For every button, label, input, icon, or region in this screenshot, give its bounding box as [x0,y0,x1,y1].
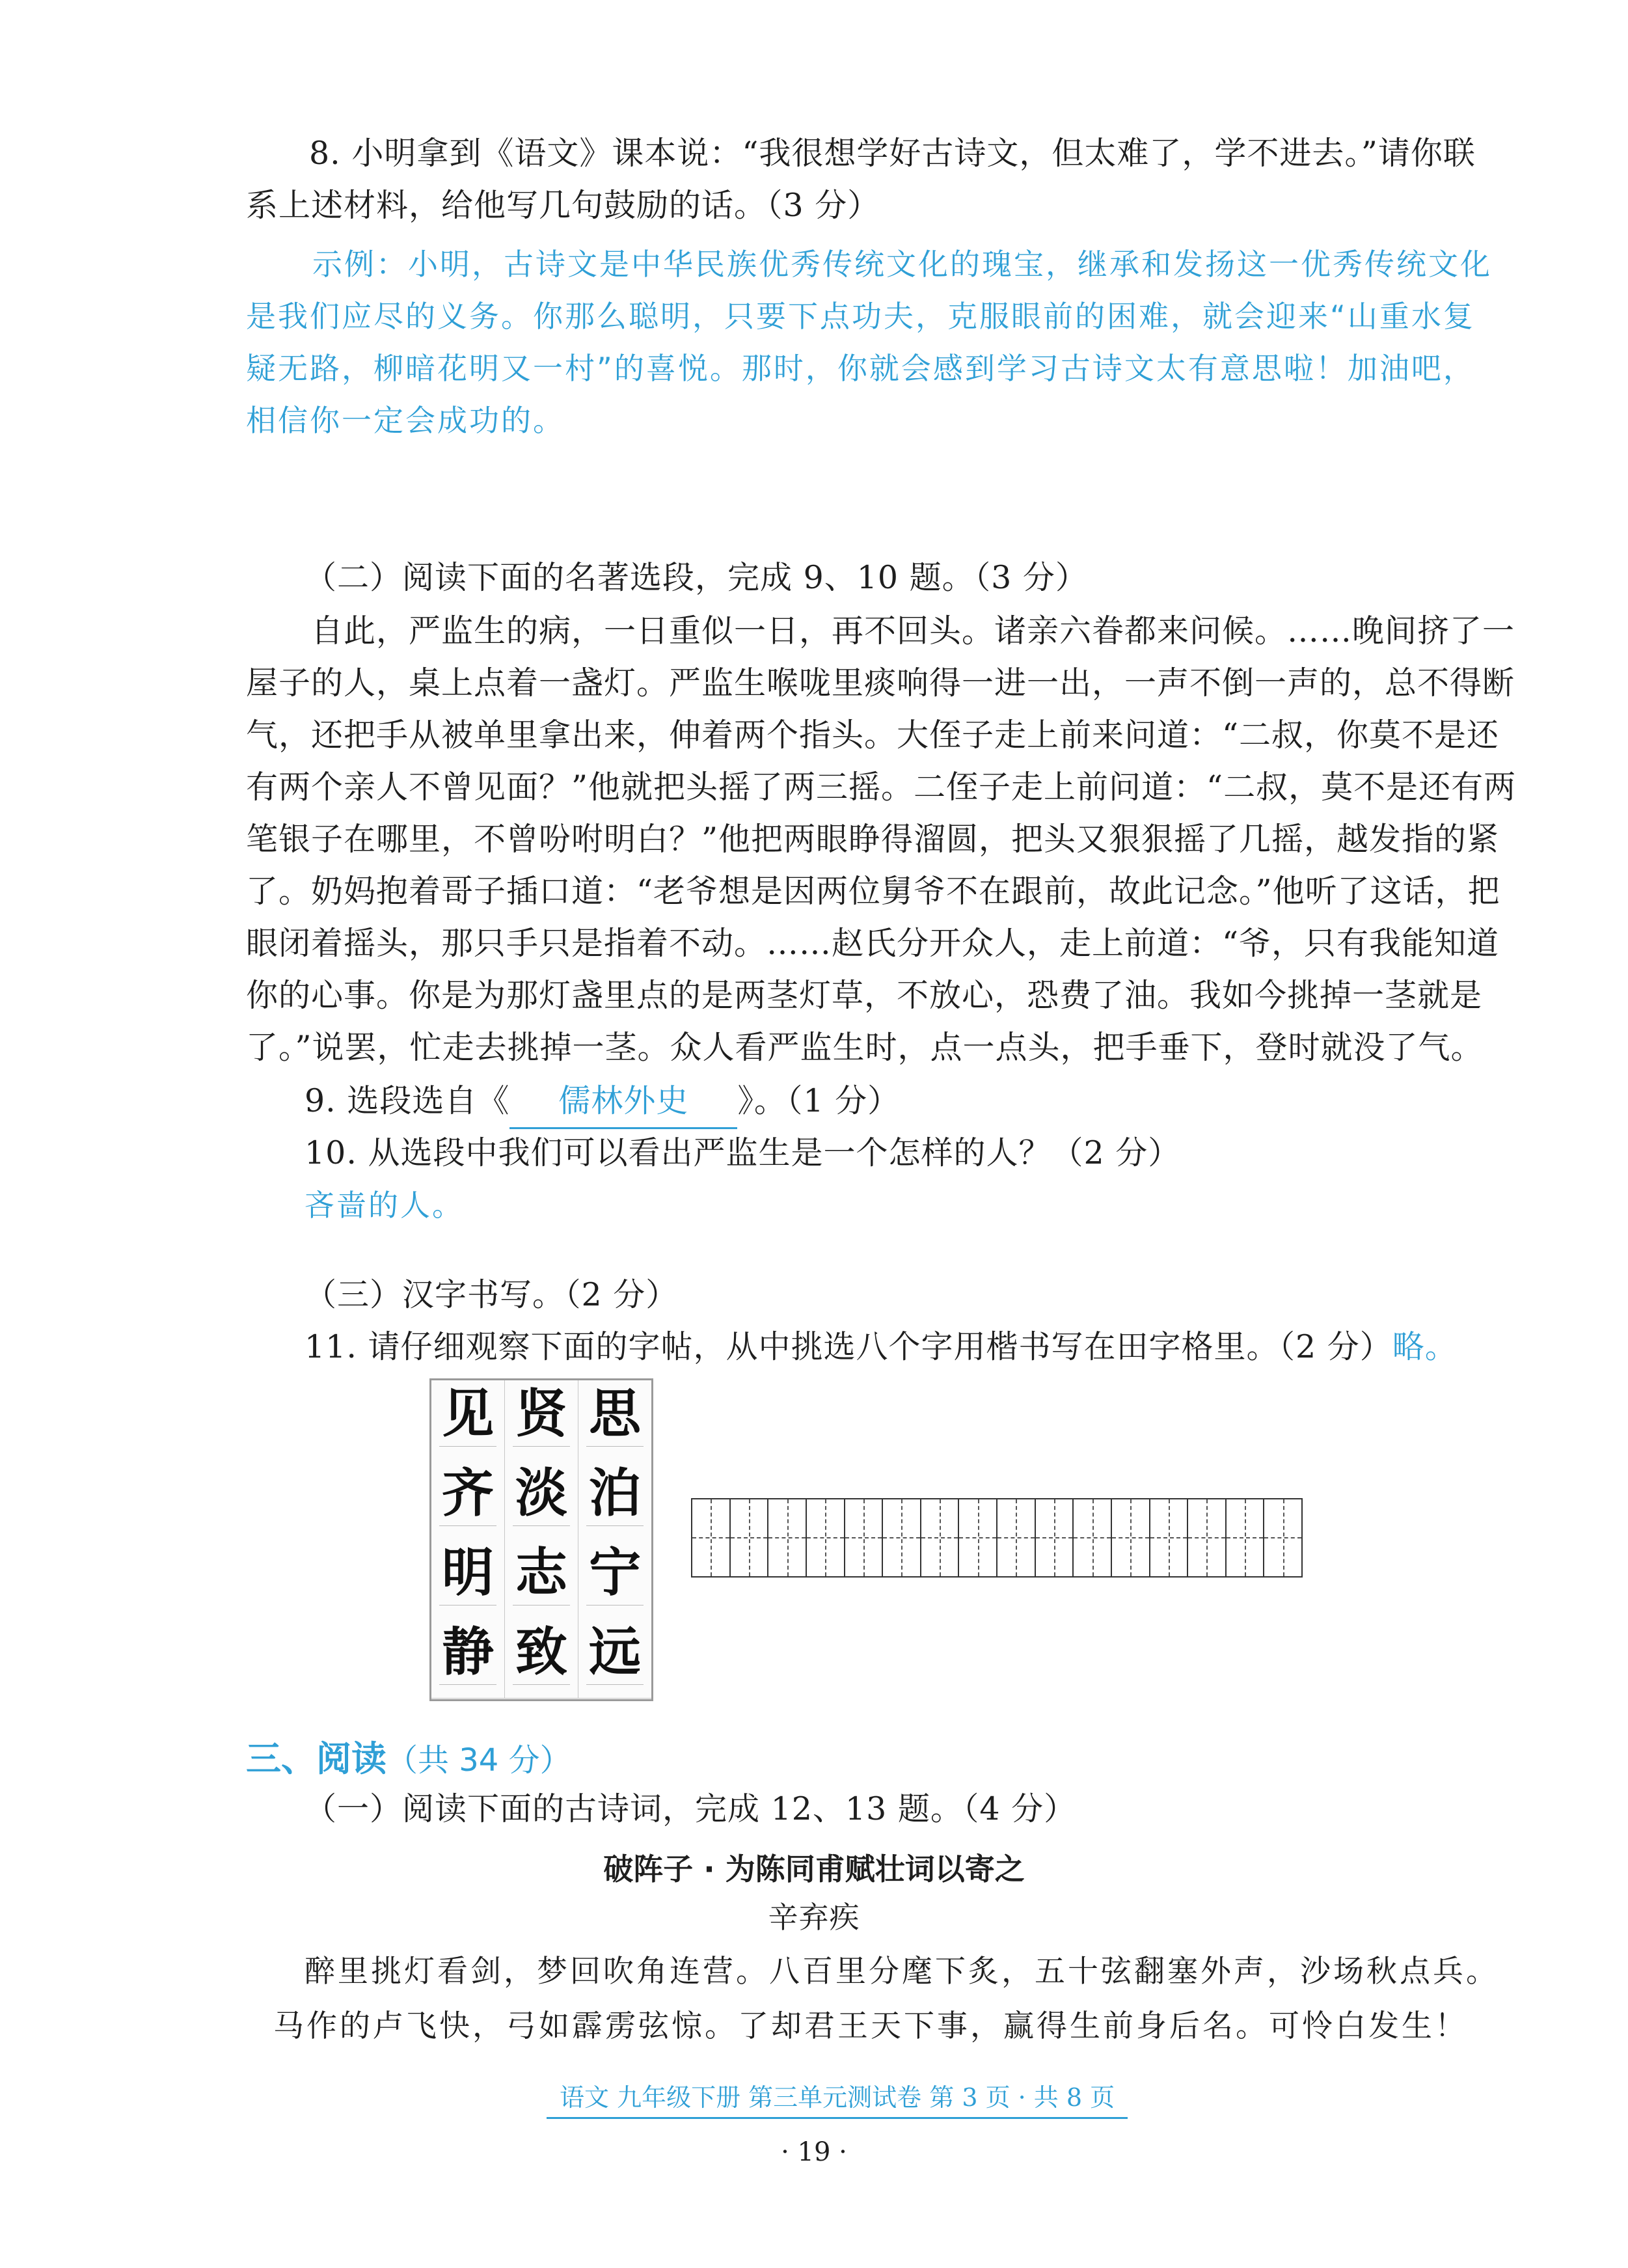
tianzige-guide-vertical [1206,1499,1208,1576]
tianzige-guide-vertical [940,1499,941,1576]
copybook-char: 思 [589,1383,641,1444]
passage-line: 眼闭着摇头，那只手只是指着不动。……赵氏分开众人，走上前道：“爷，只有我能知道 [246,925,1500,962]
passage-line: 自此，严监生的病，一日重似一日，再不回头。诸亲六眷都来问候。……晚间挤了一 [311,612,1515,649]
tianzige-guide-vertical [749,1499,750,1576]
tianzige-guide-vertical [787,1499,789,1576]
q8-answer-line4: 相信你一定会成功的。 [246,403,565,438]
copybook-note-line [439,1525,496,1535]
copybook-char: 宁 [589,1542,641,1603]
tianzige-cell[interactable] [959,1499,997,1576]
tianzige-cell[interactable] [768,1499,807,1576]
passage-line: 笔银子在哪里，不曾吩咐明白？”他把两眼睁得溜圆，把头又狠狠摇了几摇，越发指的紧 [246,821,1500,858]
passage-line: 屋子的人，桌上点着一盏灯。严监生喉咙里痰响得一进一出，一声不倒一声的，总不得断 [246,664,1515,702]
passage-line: 了。奶妈抱着哥子插口道：“老爷想是因两位舅爷不在跟前，故此记念。”他听了这话，把 [246,873,1500,910]
passage-line: 有两个亲人不曾见面？”他就把头摇了两三摇。二侄子走上前问道：“二叔，莫不是还有两 [246,769,1517,806]
copybook-cell [431,1460,505,1540]
copybook-char: 远 [589,1621,641,1682]
tianzige-cell[interactable] [1150,1499,1189,1576]
copybook-note-line [586,1684,644,1694]
q8-answer-line3: 疑无路，柳暗花明又一村”的喜悦。那时，你就会感到学习古诗文太有意思啦！加油吧， [246,351,1475,386]
tianzige-guide-vertical [1130,1499,1132,1576]
copybook-char: 泊 [589,1462,641,1523]
copybook-note-line [439,1605,496,1615]
tianzige-cell[interactable] [731,1499,769,1576]
q11-text: 11. 请仔细观察下面的字帖，从中挑选八个字用楷书写在田字格里。（2 分） [305,1328,1392,1365]
tianzige-cell[interactable] [1264,1499,1301,1576]
copybook-cell [431,1619,505,1699]
tianzige-guide-vertical [1283,1499,1284,1576]
tianzige-guide-vertical [1169,1499,1170,1576]
q11 [305,1321,1458,1373]
copybook-cell [578,1619,651,1699]
tianzige-guide-vertical [1016,1499,1017,1576]
part3-heading: （三）汉字书写。（2 分） [305,1276,679,1313]
copybook-cell [505,1539,578,1619]
tianzige-grid[interactable] [691,1498,1303,1578]
copybook-cell [431,1380,505,1460]
tianzige-cell[interactable] [845,1499,884,1576]
page-number: · 19 · [781,2137,847,2167]
poem-line1: 醉里挑灯看剑，梦回吹角连营。八百里分麾下炙，五十弦翻塞外声，沙场秋点兵。 [305,1954,1499,1989]
section3-title [246,1731,571,1781]
section3-points: （共 34 分） [387,1742,571,1779]
tianzige-cell[interactable] [692,1499,731,1576]
part2-heading: （二）阅读下面的名著选段，完成 9、10 题。（3 分） [305,559,1088,596]
copybook-cell [431,1539,505,1619]
copybook-cell [505,1619,578,1699]
q9-prefix: 9. 选段选自《 [305,1082,510,1119]
copybook-row [431,1619,651,1698]
tianzige-cell[interactable] [883,1499,921,1576]
footer-info: 语文 九年级下册 第三单元测试卷 第 3 页 · 共 8 页 [547,2077,1128,2119]
copybook-char: 志 [515,1542,567,1603]
tianzige-guide-vertical [978,1499,979,1576]
tianzige-guide-vertical [825,1499,826,1576]
copybook-char: 致 [515,1621,567,1682]
copybook-note-line [439,1446,496,1456]
copybook-char: 见 [442,1383,494,1444]
poem-line2: 马作的卢飞快，弓如霹雳弦惊。了却君王天下事，赢得生前身后名。可怜白发生！ [273,2008,1468,2044]
tianzige-cell[interactable] [807,1499,845,1576]
q9-suffix: 》。（1 分） [737,1082,901,1119]
copybook-cell [578,1539,651,1619]
copybook-char: 淡 [515,1462,567,1523]
section3-title-text: 三、阅读 [246,1738,387,1779]
copybook-cell [578,1380,651,1460]
copybook-note-line [513,1525,570,1535]
copybook-row [431,1539,651,1619]
passage-line: 你的心事。你是为那灯盏里点的是两茎灯草，不放心，恐费了油。我如今挑掉一茎就是 [246,977,1483,1014]
copybook-note-line [513,1684,570,1694]
tianzige-guide-vertical [1054,1499,1055,1576]
copybook-note-line [513,1446,570,1456]
tianzige-cell[interactable] [1227,1499,1265,1576]
copybook-cell [505,1380,578,1460]
q9-answer-blank[interactable]: 儒林外史 [509,1075,737,1129]
copybook-note-line [586,1446,644,1456]
copybook-row [431,1460,651,1539]
q9 [305,1075,900,1129]
copybook-char: 贤 [515,1383,567,1444]
q10: 10. 从选段中我们可以看出严监生是一个怎样的人？（2 分） [305,1134,1181,1171]
copybook-char: 齐 [442,1462,494,1523]
copybook-cell [578,1460,651,1540]
q8-line2: 系上述材料，给他写几句鼓励的话。（3 分） [246,187,880,224]
q8-line1: 8. 小明拿到《语文》课本说：“我很想学好古诗文，但太难了，学不进去。”请你联 [309,135,1476,172]
q8-answer-line1: 示例：小明，古诗文是中华民族优秀传统文化的瑰宝，继承和发扬这一优秀传统文化 [312,247,1492,282]
tianzige-guide-vertical [711,1499,712,1576]
tianzige-cell[interactable] [1074,1499,1112,1576]
tianzige-guide-vertical [1092,1499,1094,1576]
tianzige-cell[interactable] [1188,1499,1227,1576]
tianzige-cell[interactable] [921,1499,960,1576]
copybook-note-line [586,1525,644,1535]
tianzige-guide-vertical [863,1499,865,1576]
poem-title: 破阵子 · 为陈同甫赋壮词以寄之 [603,1851,1025,1887]
tianzige-guide-vertical [1245,1499,1246,1576]
poem-author: 辛弃疾 [768,1900,860,1935]
tianzige-guide-vertical [901,1499,902,1576]
q10-answer: 吝啬的人。 [305,1188,464,1223]
tianzige-cell[interactable] [997,1499,1036,1576]
copybook-note-line [586,1605,644,1615]
reading1-heading: （一）阅读下面的古诗词，完成 12、13 题。（4 分） [305,1790,1077,1827]
copybook-note-line [439,1684,496,1694]
tianzige-cell[interactable] [1036,1499,1074,1576]
passage-line: 了。”说罢，忙走去挑掉一茎。众人看严监生时，点一点头，把手垂下，登时就没了气。 [246,1029,1484,1066]
copybook-char: 明 [442,1542,494,1603]
copybook-row [431,1380,651,1460]
copybook-char: 静 [442,1621,494,1682]
passage-line: 气，还把手从被单里拿出来，伸着两个指头。大侄子走上前来问道：“二叔，你莫不是还 [246,717,1500,754]
q11-answer: 略。 [1392,1328,1458,1365]
copybook [429,1378,653,1701]
copybook-cell [505,1460,578,1540]
q8-answer-line2: 是我们应尽的义务。你那么聪明，只要下点功夫，克服眼前的困难，就会迎来“山重水复 [246,299,1475,334]
copybook-note-line [513,1605,570,1615]
tianzige-cell[interactable] [1112,1499,1150,1576]
